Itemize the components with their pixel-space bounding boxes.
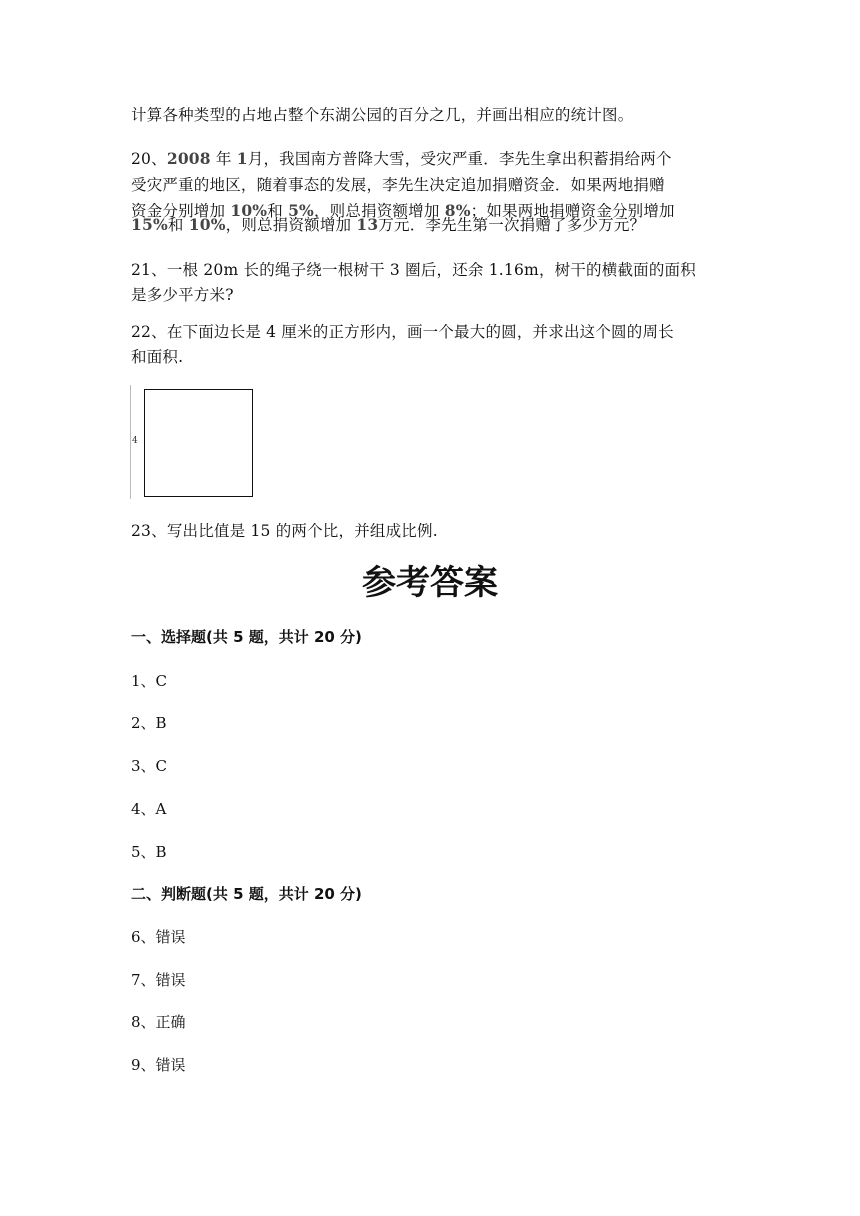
square-side-marker: [130, 385, 131, 499]
q20-line-3: 资金分别增加 10%和 5%，则总捐资额增加 8%；如果两地捐赠资金分别增加: [131, 201, 675, 220]
square-figure: [144, 389, 253, 497]
q20-line-4: 15%和 10%，则总捐资额增加 13万元．李先生第一次捐赠了多少万元？: [131, 215, 646, 234]
q20-line-2: 受灾严重的地区，随着事态的发展，李先生决定追加捐赠资金．如果两地捐赠: [131, 176, 665, 194]
section-judge-heading: 二、判断题(共 5 题，共计 20 分): [131, 885, 362, 903]
answer-title: 参考答案: [362, 563, 498, 603]
answer-item: 1、C: [131, 672, 168, 690]
answer-item: 4、A: [131, 800, 167, 818]
section-choice-heading: 一、选择题(共 5 题，共计 20 分): [131, 628, 362, 646]
answer-item: 9、错误: [131, 1056, 186, 1074]
q21-line-2: 是多少平方米?: [131, 286, 234, 304]
q20-line-1: 20、2008 年 1月，我国南方普降大雪，受灾严重．李先生拿出积蓄捐给两个: [131, 149, 672, 168]
question-23: 23、写出比值是 15 的两个比，并组成比例.: [131, 522, 438, 540]
q22-line-1: 22、在下面边长是 4 厘米的正方形内，画一个最大的圆，并求出这个圆的周长: [131, 323, 674, 341]
answer-item: 5、B: [131, 843, 167, 861]
answer-item: 2、B: [131, 714, 167, 732]
answer-item: 6、错误: [131, 928, 186, 946]
q22-line-2: 和面积.: [131, 348, 184, 366]
answer-item: 7、错误: [131, 971, 186, 989]
square-side-label: 4: [132, 436, 138, 446]
answer-item: 8、正确: [131, 1013, 186, 1031]
q21-line-1: 21、一根 20m 长的绳子绕一根树干 3 圈后，还余 1.16m，树干的横截面的面积: [131, 261, 696, 279]
answer-item: 3、C: [131, 757, 168, 775]
line-top-text: 计算各种类型的占地占整个东湖公园的百分之几，并画出相应的统计图。: [131, 106, 634, 124]
